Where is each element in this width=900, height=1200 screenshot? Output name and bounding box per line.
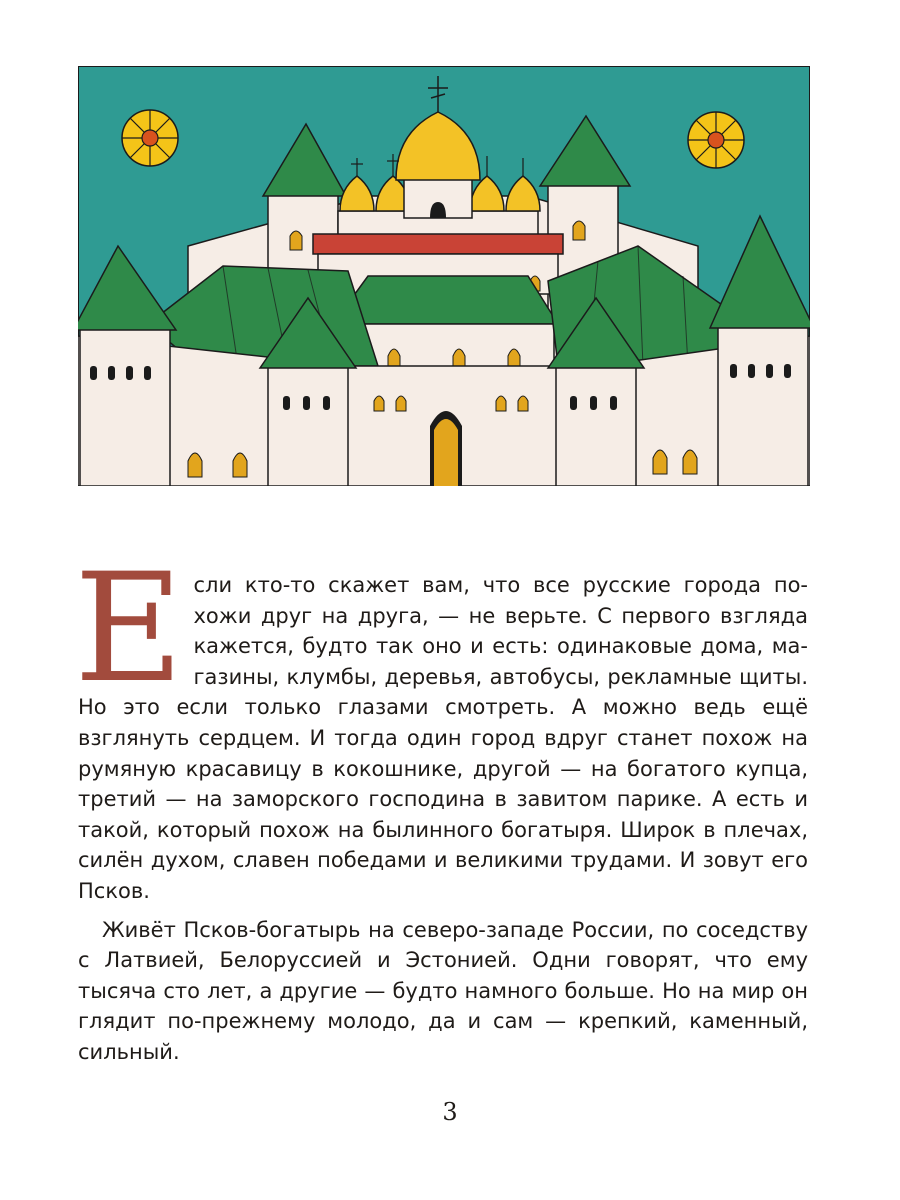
page-number: 3 xyxy=(442,1098,458,1126)
story-text xyxy=(74,542,808,1068)
paragraph-1-text: сли кто-то скажет вам, что все русские города похожи друг на друга, — не верьте. С первого взгляда кажется, будто так оно и есть: одинаковые дома, магазины, клумбы, деревья, автобусы, рекламные щиты. Но это если только глазами смотреть. А можно ведь ещё взглянуть сердцем. И тогда один город вдруг станет похож на румяную красавицу в кокошнике, другой — на богатого купца, третий — на заморского господина в завитом парике. А есть и такой, который похож на былинного богатыря. Широк в плечах, силён духом, славен победами и великими трудами. И зовут его Псков. xyxy=(78,573,808,903)
paragraph-2: Живёт Псков-богатырь на северо-западе России, по соседству с Латвией, Белоруссией и Эстонией. Одни говорят, что ему тысяча сто лет, а другие — будто намного больше. Но на мир он глядит по-прежнему молодо, да и сам — крепкий, каменный, сильный. xyxy=(78,917,808,1064)
kremlin-illustration xyxy=(78,66,810,486)
gate xyxy=(430,411,462,486)
drop-cap: Е xyxy=(74,542,184,716)
paragraph-1 xyxy=(74,542,808,907)
right-flower-icon xyxy=(688,112,744,168)
kremlin-drawing xyxy=(78,66,810,486)
left-flower-icon xyxy=(122,110,178,166)
